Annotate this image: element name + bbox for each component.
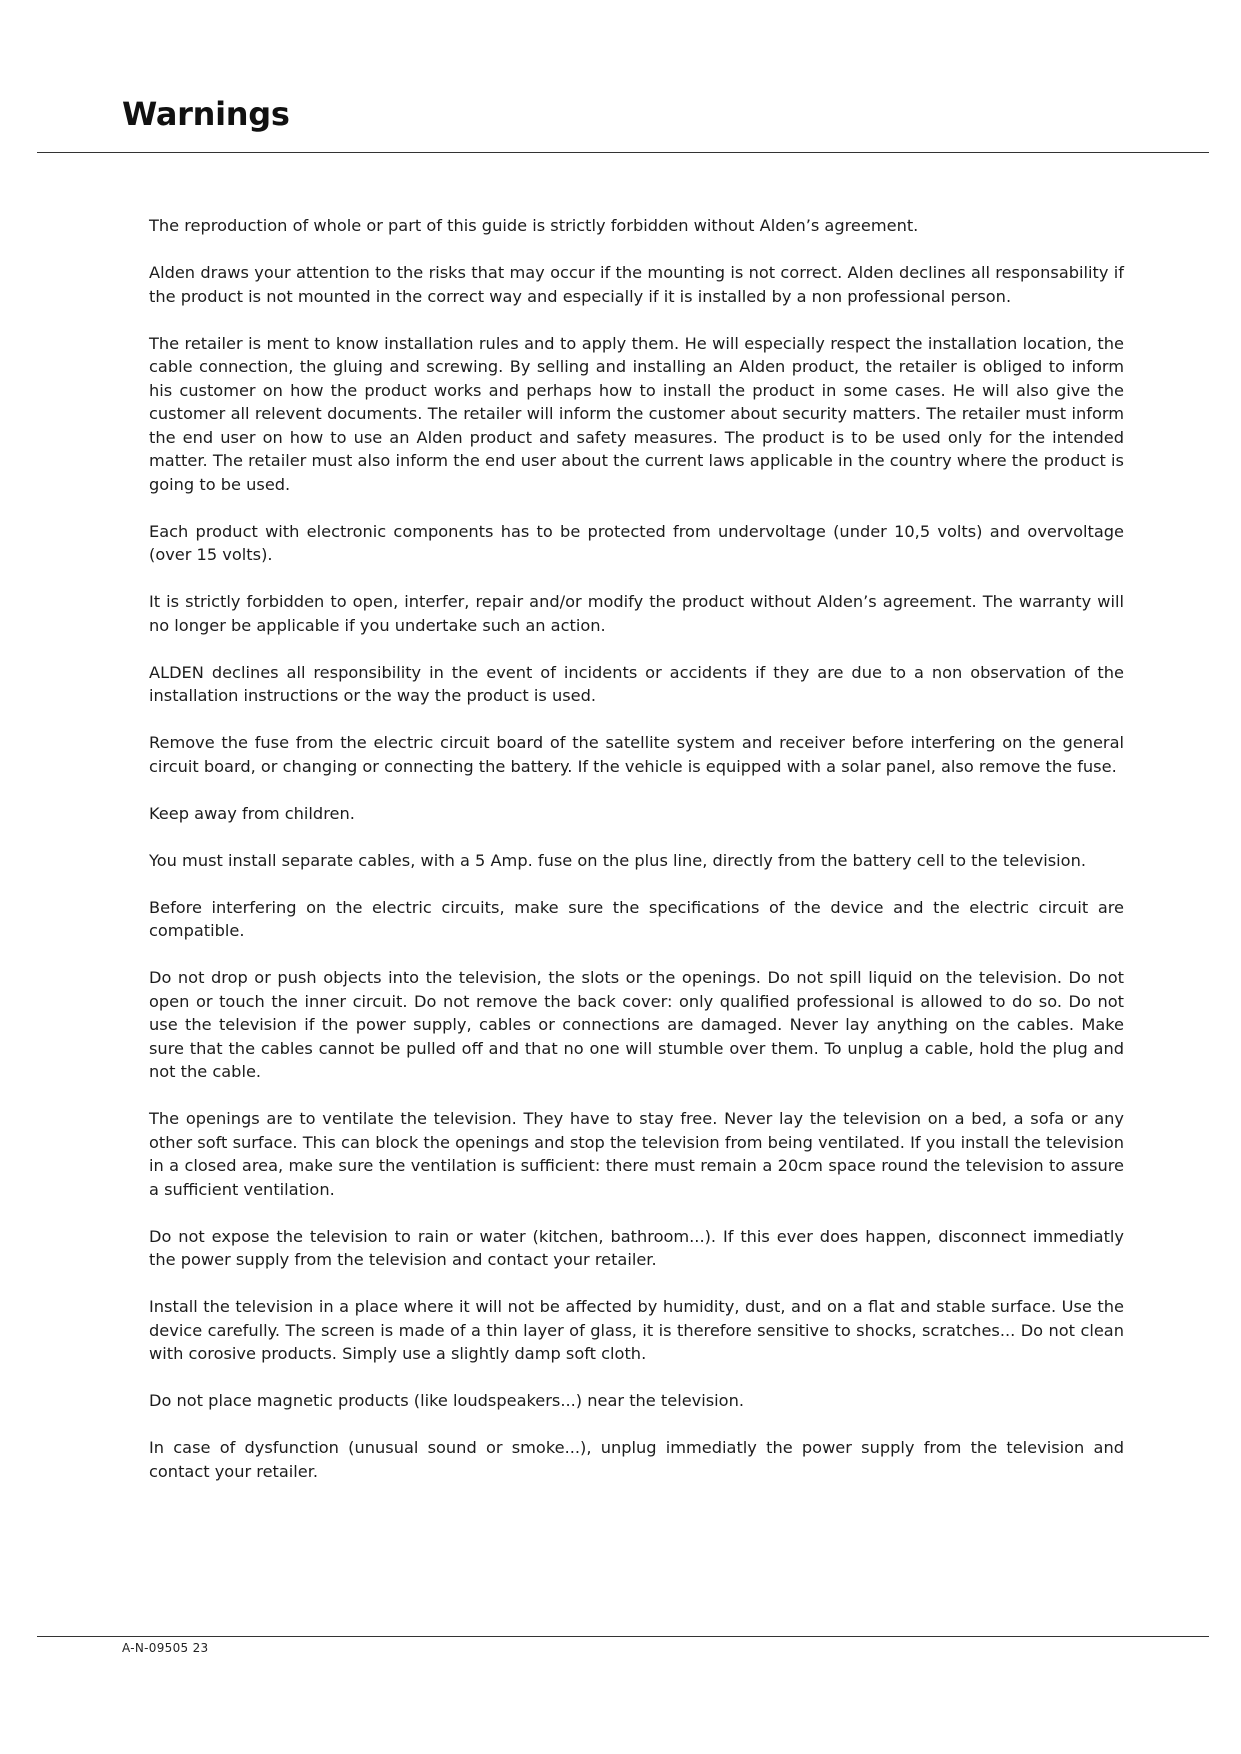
paragraph-no-modification: It is strictly forbidden to open, interfer, repair and/or modify the product without Alden’s agreement. The warranty will no longer be applicable if you undertake such an action. xyxy=(149,592,1124,635)
paragraph-remove-fuse: Remove the fuse from the electric circuit board of the satellite system and receiver before interfering on the general circuit board, or changing or connecting the battery. If the vehicle is equipped with a solar panel, also remove the fuse. xyxy=(149,733,1124,776)
page-title: Warnings xyxy=(122,95,290,133)
paragraph-ventilation: The openings are to ventilate the television. They have to stay free. Never lay the television on a bed, a sofa or any other soft surface. This can block the openings and stop the television from being ventilated. If you install the television in a closed area, make sure the ventilation is sufficient: there must remain a 20cm space round the television to assure a sufficient ventilation. xyxy=(149,1109,1124,1199)
paragraph-separate-cables: You must install separate cables, with a 5 Amp. fuse on the plus line, directly from the battery cell to the television. xyxy=(149,850,1086,870)
paragraph-responsibility: ALDEN declines all responsibility in the event of incidents or accidents if they are due to a non observation of the installation instructions or the way the product is used. xyxy=(149,662,1124,705)
footer-divider xyxy=(37,1636,1209,1637)
paragraph-retailer-duties: The retailer is ment to know installation rules and to apply them. He will especially respect the installation location, the cable connection, the gluing and screwing. By selling and installing an Alden product, the retailer is obliged to inform his customer on how the product works and perhaps how to install the product in some cases. He will also give the customer all relevent documents. The retailer will inform the customer about security matters. The retailer must inform the end user on how to use an Alden product and safety measures. The product is to be used only for the intended matter. The retailer must also inform the end user about the current laws applicable in the country where the product is going to be used. xyxy=(149,333,1124,494)
paragraph-reproduction: The reproduction of whole or part of this guide is strictly forbidden without Alden’s agreement. xyxy=(149,216,919,235)
warnings-body xyxy=(149,214,1124,1507)
paragraph-compatibility: Before interfering on the electric circuits, make sure the specifications of the device and the electric circuit are compatible. xyxy=(149,897,1124,940)
paragraph-magnetic: Do not place magnetic products (like loudspeakers...) near the television. xyxy=(149,1391,744,1410)
paragraph-placement: Install the television in a place where it will not be affected by humidity, dust, and on a flat and stable surface. Use the device carefully. The screen is made of a thin layer of glass, it is therefore sensitive to shocks, scratches... Do not clean with corosive products. Simply use a slightly damp soft cloth. xyxy=(149,1297,1124,1363)
paragraph-water: Do not expose the television to rain or water (kitchen, bathroom...). If this ever does happen, disconnect immediatly the power supply from the television and contact your retailer. xyxy=(149,1226,1124,1269)
paragraph-children: Keep away from children. xyxy=(149,803,355,823)
paragraph-dysfunction: In case of dysfunction (unusual sound or smoke...), unplug immediatly the power supply from the television and contact your retailer. xyxy=(149,1438,1124,1481)
paragraph-voltage-protection: Each product with electronic components has to be protected from undervoltage (under 10,5 volts) and overvoltage (over 15 volts). xyxy=(149,521,1124,564)
paragraph-handling: Do not drop or push objects into the television, the slots or the openings. Do not spill liquid on the television. Do not open or touch the inner circuit. Do not remove the back cover: only qualified professional is allowed to do so. Do not use the television if the power supply, cables or connections are damaged. Never lay anything on the cables. Make sure that the cables cannot be pulled off and that no one will stumble over them. To unplug a cable, hold the plug and not the cable. xyxy=(149,968,1124,1081)
header-divider xyxy=(37,152,1209,153)
paragraph-mounting-risks: Alden draws your attention to the risks that may occur if the mounting is not correct. Alden declines all responsability if the product is not mounted in the correct way and especially if it is installed by a non professional person. xyxy=(149,263,1124,306)
document-reference: A-N-09505 23 xyxy=(122,1641,209,1655)
